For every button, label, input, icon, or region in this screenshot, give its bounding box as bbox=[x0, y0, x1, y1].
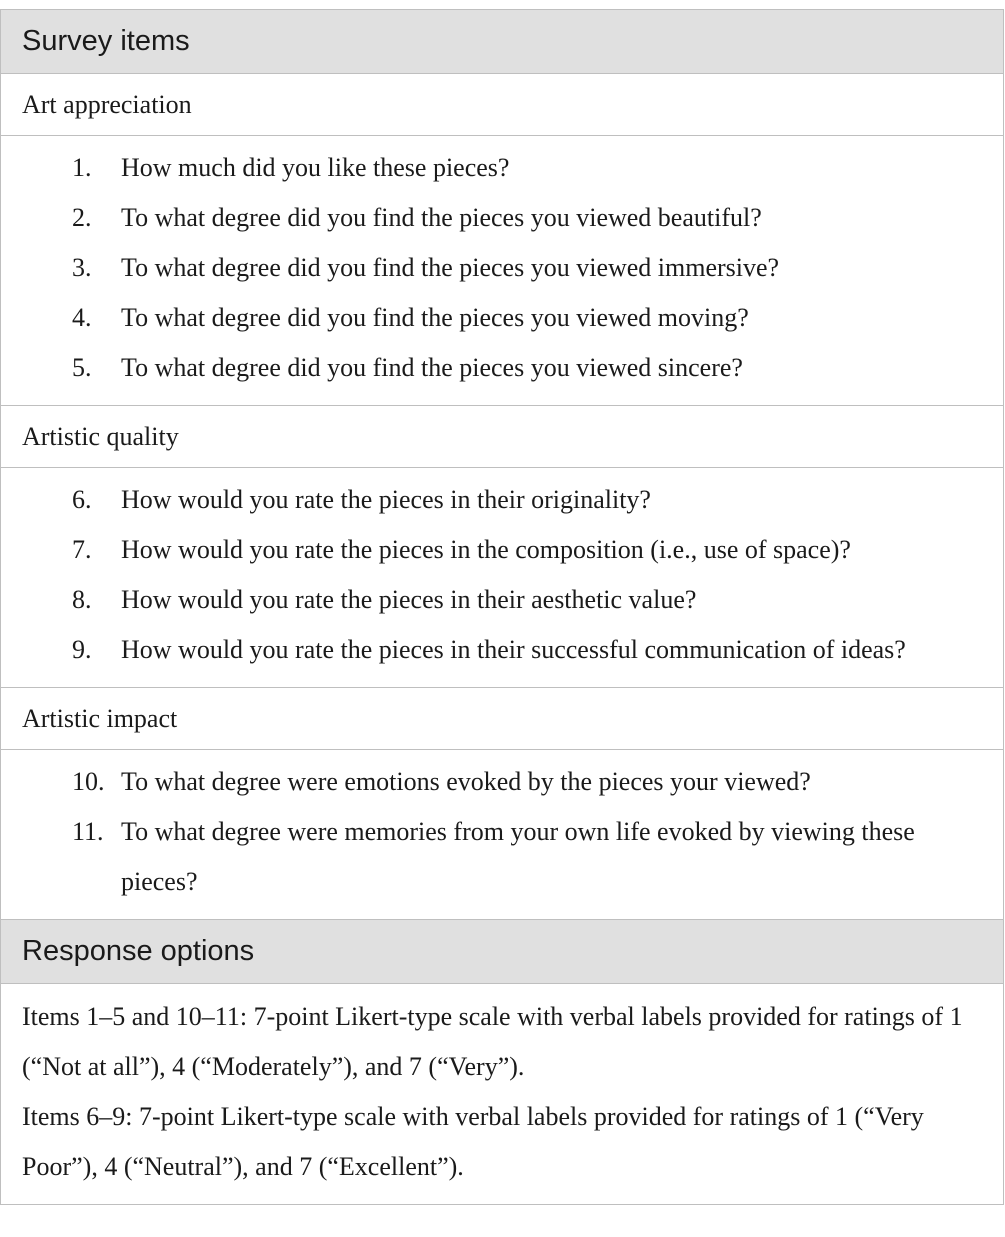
survey-table bbox=[0, 9, 1004, 1205]
item-number: 2. bbox=[72, 203, 92, 232]
survey-item bbox=[1, 475, 1003, 525]
item-text: How much did you like these pieces? bbox=[121, 153, 510, 182]
item-list bbox=[1, 468, 1003, 688]
category-heading: Art appreciation bbox=[1, 74, 1003, 136]
survey-item bbox=[1, 143, 1003, 193]
item-text: To what degree did you find the pieces you viewed sincere? bbox=[121, 353, 743, 382]
survey-item bbox=[1, 625, 1003, 675]
item-text: To what degree were emotions evoked by the pieces your viewed? bbox=[121, 767, 811, 796]
category-heading: Artistic impact bbox=[1, 688, 1003, 750]
survey-item bbox=[1, 343, 1003, 393]
survey-items-header: Survey items bbox=[1, 10, 1003, 74]
item-text: How would you rate the pieces in the composition (i.e., use of space)? bbox=[121, 535, 851, 564]
response-options-header: Response options bbox=[1, 920, 1003, 984]
item-text: To what degree did you find the pieces you viewed immersive? bbox=[121, 253, 780, 282]
survey-item bbox=[1, 757, 1003, 807]
survey-item bbox=[1, 243, 1003, 293]
item-number: 5. bbox=[72, 353, 92, 382]
item-number: 7. bbox=[72, 535, 92, 564]
item-number: 10. bbox=[72, 767, 105, 796]
item-number: 3. bbox=[72, 253, 92, 282]
item-text: How would you rate the pieces in their successful communication of ideas? bbox=[121, 635, 906, 664]
survey-item bbox=[1, 525, 1003, 575]
item-text: How would you rate the pieces in their aesthetic value? bbox=[121, 585, 697, 614]
item-number: 1. bbox=[72, 153, 92, 182]
item-number: 11. bbox=[72, 817, 104, 846]
item-list bbox=[1, 136, 1003, 406]
survey-item bbox=[1, 193, 1003, 243]
item-number: 8. bbox=[72, 585, 92, 614]
item-number: 9. bbox=[72, 635, 92, 664]
response-option-text: Items 1–5 and 10–11: 7-point Likert-type scale with verbal labels provided for ratings of 1 (“Not at all”), 4 (“Moderately”), and 7 (“Very”). bbox=[22, 1002, 963, 1081]
category-heading: Artistic quality bbox=[1, 406, 1003, 468]
survey-item bbox=[1, 575, 1003, 625]
item-number: 4. bbox=[72, 303, 92, 332]
item-text: To what degree did you find the pieces you viewed beautiful? bbox=[121, 203, 762, 232]
response-option-text: Items 6–9: 7-point Likert-type scale with verbal labels provided for ratings of 1 (“Very Poor”), 4 (“Neutral”), and 7 (“Excellent”). bbox=[22, 1102, 924, 1181]
item-number: 6. bbox=[72, 485, 92, 514]
item-list bbox=[1, 750, 1003, 920]
item-text: To what degree were memories from your own life evoked by viewing these pieces? bbox=[121, 817, 915, 896]
item-text: How would you rate the pieces in their originality? bbox=[121, 485, 651, 514]
response-options-body bbox=[1, 984, 1003, 1204]
survey-item bbox=[1, 807, 1003, 907]
survey-item bbox=[1, 293, 1003, 343]
item-text: To what degree did you find the pieces you viewed moving? bbox=[121, 303, 749, 332]
